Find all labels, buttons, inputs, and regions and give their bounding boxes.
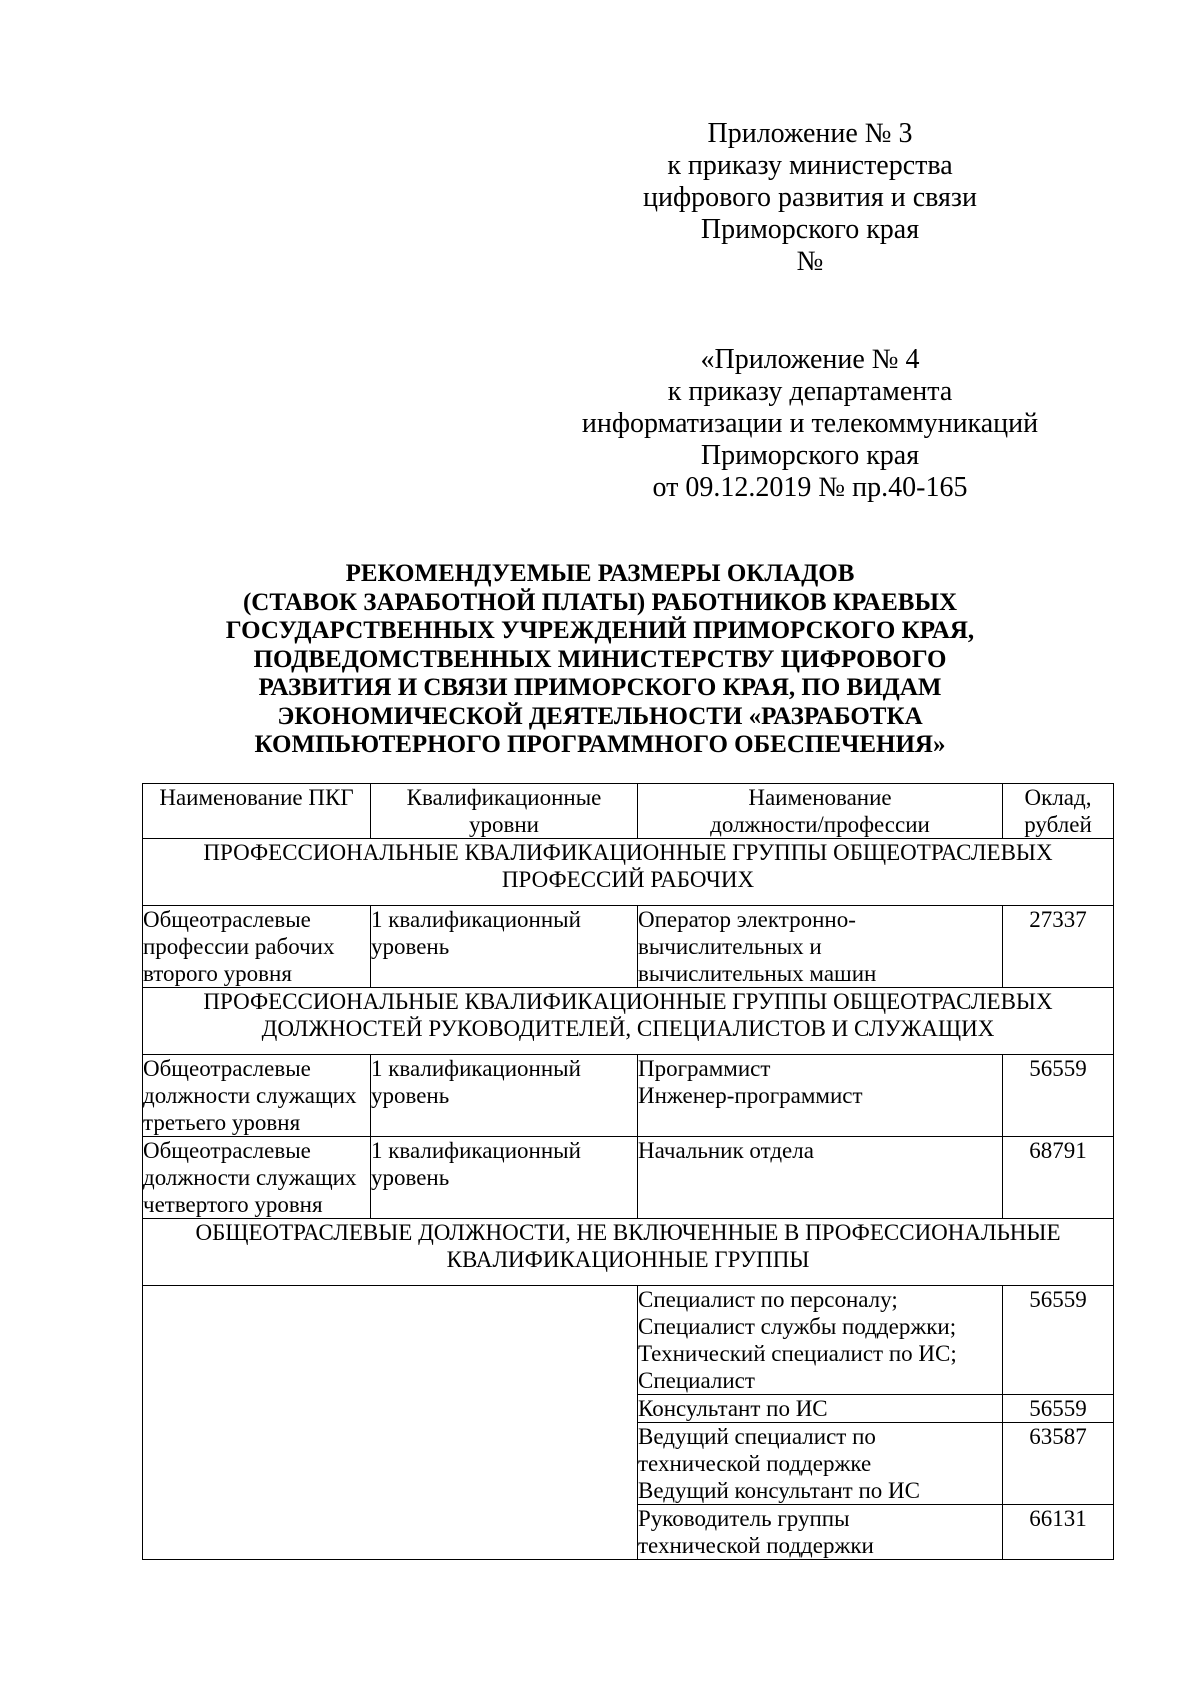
group-heading-line: ПРОФЕССИЙ РАБОЧИХ xyxy=(501,867,755,892)
cell-text: Специалист службы поддержки; xyxy=(638,1314,957,1339)
cell-text: Консультант по ИС xyxy=(638,1396,828,1421)
annex-4-line: информатизации и телекоммуникаций xyxy=(581,408,1039,439)
header-salary xyxy=(1003,784,1114,839)
cell-text: вычислительных и xyxy=(638,934,822,959)
annex-3-line: Приложение № 3 xyxy=(707,118,913,149)
cell-salary: 63587 xyxy=(1003,1423,1114,1505)
cell-level xyxy=(371,906,638,988)
group-row xyxy=(143,1219,1114,1286)
table-row xyxy=(143,906,1114,988)
cell-position xyxy=(638,1286,1003,1395)
cell-level xyxy=(371,1137,638,1219)
cell-pkg xyxy=(143,1137,371,1219)
cell-pkg xyxy=(143,906,371,988)
cell-text: должности служащих xyxy=(143,1083,357,1108)
title-line: ПОДВЕДОМСТВЕННЫХ МИНИСТЕРСТВУ ЦИФРОВОГО xyxy=(253,645,947,673)
header-pkg xyxy=(143,784,371,839)
cell-position xyxy=(638,1395,1003,1423)
cell-text: Технический специалист по ИС; xyxy=(638,1341,957,1366)
header-level xyxy=(371,784,638,839)
cell-text: должности служащих xyxy=(143,1165,357,1190)
cell-salary: 27337 xyxy=(1003,906,1114,988)
title-line: РАЗВИТИЯ И СВЯЗИ ПРИМОРСКОГО КРАЯ, ПО ВИДАМ xyxy=(258,674,942,701)
cell-text: Руководитель группы xyxy=(638,1506,850,1531)
annex-4-line: к приказу департамента xyxy=(667,376,953,407)
cell-text: Оператор электронно- xyxy=(638,907,856,932)
cell-position xyxy=(638,1137,1003,1219)
cell-text: 1 квалификационный xyxy=(371,1056,581,1081)
cell-salary: 68791 xyxy=(1003,1137,1114,1219)
cell-text: уровень xyxy=(371,1165,450,1190)
cell-pkg xyxy=(143,1055,371,1137)
header-text: рублей xyxy=(1024,812,1092,837)
cell-text: Ведущий специалист по xyxy=(638,1424,876,1449)
table-row xyxy=(143,1286,1114,1395)
title-line: (СТАВОК ЗАРАБОТНОЙ ПЛАТЫ) РАБОТНИКОВ КРАЕВЫХ xyxy=(242,588,958,616)
annex-3-header xyxy=(580,118,1040,278)
title-line: ГОСУДАРСТВЕННЫХ УЧРЕЖДЕНИЙ ПРИМОРСКОГО КРАЯ, xyxy=(225,617,975,644)
cell-position xyxy=(638,1505,1003,1560)
cell-salary: 56559 xyxy=(1003,1395,1114,1423)
header-text: Квалификационные xyxy=(406,785,602,810)
header-text: Оклад, xyxy=(1024,785,1092,810)
group-heading xyxy=(143,988,1114,1055)
group-heading-line: ДОЛЖНОСТЕЙ РУКОВОДИТЕЛЕЙ, СПЕЦИАЛИСТОВ И СЛУЖАЩИХ xyxy=(261,1016,995,1041)
salary-table xyxy=(142,783,1114,1560)
cell-salary: 56559 xyxy=(1003,1055,1114,1137)
cell-text: вычислительных машин xyxy=(638,961,877,986)
annex-4-line: «Приложение № 4 xyxy=(700,344,920,375)
cell-text: уровень xyxy=(371,934,450,959)
cell-salary: 56559 xyxy=(1003,1286,1114,1395)
cell-position xyxy=(638,1055,1003,1137)
group-heading xyxy=(143,839,1114,906)
group-heading xyxy=(143,1219,1114,1286)
annex-4-line: Приморского края xyxy=(700,440,920,471)
cell-level xyxy=(371,1055,638,1137)
header-text: Наименование ПКГ xyxy=(159,785,354,810)
cell-text: Общеотраслевые xyxy=(143,1138,311,1163)
cell-text: Ведущий консультант по ИС xyxy=(638,1478,920,1503)
table-header-row xyxy=(143,784,1114,839)
header-text: Наименование xyxy=(748,785,892,810)
cell-text: четвертого уровня xyxy=(143,1192,323,1217)
cell-text: Программист xyxy=(638,1056,771,1081)
cell-text: 1 квалификационный xyxy=(371,1138,581,1163)
group-heading-line: КВАЛИФИКАЦИОННЫЕ ГРУППЫ xyxy=(446,1247,810,1272)
annex-4-line: от 09.12.2019 № пр.40-165 xyxy=(652,472,968,503)
cell-text: Общеотраслевые xyxy=(143,907,311,932)
cell-text: 1 квалификационный xyxy=(371,907,581,932)
table-row xyxy=(143,1137,1114,1219)
annex-3-line: № xyxy=(796,246,824,277)
cell-text: Начальник отдела xyxy=(638,1138,814,1163)
annex-3-line: цифрового развития и связи xyxy=(643,182,977,213)
title-line: ЭКОНОМИЧЕСКОЙ ДЕЯТЕЛЬНОСТИ «РАЗРАБОТКА xyxy=(277,702,923,730)
cell-position xyxy=(638,1423,1003,1505)
cell-text: третьего уровня xyxy=(143,1110,301,1135)
header-position xyxy=(638,784,1003,839)
cell-text: технической поддержке xyxy=(638,1451,872,1476)
cell-text: Специалист по персоналу; xyxy=(638,1287,898,1312)
title-line: РЕКОМЕНДУЕМЫЕ РАЗМЕРЫ ОКЛАДОВ xyxy=(345,560,855,587)
title-line: КОМПЬЮТЕРНОГО ПРОГРАММНОГО ОБЕСПЕЧЕНИЯ» xyxy=(254,731,946,758)
document-title xyxy=(160,560,1040,760)
group-row xyxy=(143,988,1114,1055)
header-text: уровни xyxy=(469,812,539,837)
group-heading-line: ОБЩЕОТРАСЛЕВЫЕ ДОЛЖНОСТИ, НЕ ВКЛЮЧЕННЫЕ В ПРОФЕССИОНАЛЬНЫЕ xyxy=(195,1220,1061,1245)
group-row xyxy=(143,839,1114,906)
cell-text: Специалист xyxy=(638,1368,755,1393)
header-text: должности/профессии xyxy=(710,812,930,837)
cell-salary: 66131 xyxy=(1003,1505,1114,1560)
annex-3-line: к приказу министерства xyxy=(667,150,953,181)
cell-text: второго уровня xyxy=(143,961,292,986)
group-heading-line: ПРОФЕССИОНАЛЬНЫЕ КВАЛИФИКАЦИОННЫЕ ГРУППЫ ОБЩЕОТРАСЛЕВЫХ xyxy=(203,989,1053,1014)
cell-text: уровень xyxy=(371,1083,450,1108)
annex-3-line: Приморского края xyxy=(700,214,920,245)
annex-4-header xyxy=(580,344,1040,504)
cell-position xyxy=(638,906,1003,988)
cell-text: профессии рабочих xyxy=(143,934,335,959)
table-row xyxy=(143,1055,1114,1137)
cell-text: технической поддержки xyxy=(638,1533,874,1558)
empty-merged-cell xyxy=(143,1286,638,1560)
cell-text: Инженер-программист xyxy=(638,1083,863,1108)
group-heading-line: ПРОФЕССИОНАЛЬНЫЕ КВАЛИФИКАЦИОННЫЕ ГРУППЫ ОБЩЕОТРАСЛЕВЫХ xyxy=(203,840,1053,865)
cell-text: Общеотраслевые xyxy=(143,1056,311,1081)
